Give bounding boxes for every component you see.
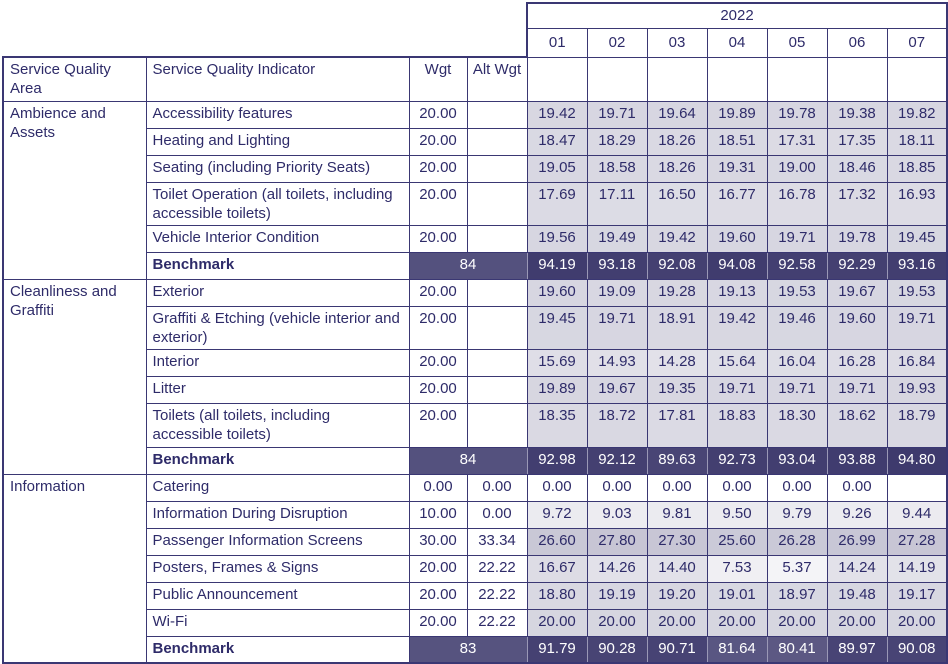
month-spacer-cell xyxy=(707,57,767,101)
header-spacer xyxy=(3,28,527,57)
value-cell: 27.28 xyxy=(887,528,947,555)
value-cell: 19.71 xyxy=(707,377,767,404)
value-cell: 0.00 xyxy=(527,474,587,501)
value-cell: 16.78 xyxy=(767,182,827,225)
wgt-cell: 20.00 xyxy=(409,306,467,349)
benchmark-value-cell: 92.08 xyxy=(647,252,707,279)
indicator-cell: Seating (including Priority Seats) xyxy=(146,155,409,182)
value-cell: 16.50 xyxy=(647,182,707,225)
value-cell: 17.35 xyxy=(827,128,887,155)
indicator-cell: Vehicle Interior Condition xyxy=(146,225,409,252)
indicator-cell: Accessibility features xyxy=(146,101,409,128)
month-spacer-cell xyxy=(887,57,947,101)
benchmark-value-cell: 92.29 xyxy=(827,252,887,279)
value-cell: 18.30 xyxy=(767,404,827,447)
section-area-cell: Information xyxy=(3,474,146,663)
benchmark-value-cell: 93.18 xyxy=(587,252,647,279)
year-header-cell: 2022 xyxy=(527,3,947,28)
value-cell: 18.26 xyxy=(647,128,707,155)
value-cell: 14.40 xyxy=(647,555,707,582)
wgt-cell: 20.00 xyxy=(409,279,467,306)
benchmark-label-cell: Benchmark xyxy=(146,447,409,474)
value-cell: 19.67 xyxy=(827,279,887,306)
col-header-wgt: Wgt xyxy=(409,57,467,101)
value-cell: 19.71 xyxy=(767,225,827,252)
month-header-cell: 01 xyxy=(527,28,587,57)
indicator-cell: Public Announcement xyxy=(146,582,409,609)
benchmark-weight-cell: 84 xyxy=(409,447,527,474)
value-cell: 18.35 xyxy=(527,404,587,447)
alt-wgt-cell xyxy=(467,128,527,155)
value-cell: 0.00 xyxy=(827,474,887,501)
value-cell: 19.67 xyxy=(587,377,647,404)
value-cell: 15.69 xyxy=(527,350,587,377)
value-cell: 16.04 xyxy=(767,350,827,377)
table-row xyxy=(3,101,947,128)
value-cell: 19.05 xyxy=(527,155,587,182)
month-spacer-cell xyxy=(827,57,887,101)
month-header-cell: 05 xyxy=(767,28,827,57)
wgt-cell: 20.00 xyxy=(409,128,467,155)
wgt-cell: 20.00 xyxy=(409,101,467,128)
benchmark-value-cell: 81.64 xyxy=(707,636,767,663)
value-cell: 26.28 xyxy=(767,528,827,555)
alt-wgt-cell xyxy=(467,155,527,182)
benchmark-value-cell: 90.71 xyxy=(647,636,707,663)
wgt-cell: 20.00 xyxy=(409,609,467,636)
col-header-area: Service Quality Area xyxy=(3,57,146,101)
value-cell: 19.71 xyxy=(587,306,647,349)
value-cell: 19.17 xyxy=(887,582,947,609)
value-cell: 17.69 xyxy=(527,182,587,225)
value-cell: 5.37 xyxy=(767,555,827,582)
value-cell: 19.48 xyxy=(827,582,887,609)
value-cell: 19.38 xyxy=(827,101,887,128)
value-cell: 16.28 xyxy=(827,350,887,377)
value-cell: 19.53 xyxy=(887,279,947,306)
benchmark-value-cell: 93.04 xyxy=(767,447,827,474)
alt-wgt-cell xyxy=(467,101,527,128)
value-cell: 14.24 xyxy=(827,555,887,582)
benchmark-value-cell: 90.08 xyxy=(887,636,947,663)
month-spacer-cell xyxy=(647,57,707,101)
value-cell: 19.78 xyxy=(827,225,887,252)
value-cell: 18.80 xyxy=(527,582,587,609)
value-cell: 9.79 xyxy=(767,501,827,528)
table-row xyxy=(3,3,947,28)
value-cell: 14.93 xyxy=(587,350,647,377)
value-cell: 19.93 xyxy=(887,377,947,404)
benchmark-weight-cell: 83 xyxy=(409,636,527,663)
value-cell: 18.85 xyxy=(887,155,947,182)
alt-wgt-cell xyxy=(467,404,527,447)
benchmark-value-cell: 94.19 xyxy=(527,252,587,279)
value-cell: 18.58 xyxy=(587,155,647,182)
value-cell: 19.89 xyxy=(527,377,587,404)
value-cell: 19.45 xyxy=(527,306,587,349)
wgt-cell: 20.00 xyxy=(409,182,467,225)
value-cell: 20.00 xyxy=(587,609,647,636)
alt-wgt-cell xyxy=(467,377,527,404)
table-row xyxy=(3,57,947,101)
value-cell: 9.81 xyxy=(647,501,707,528)
alt-wgt-cell: 0.00 xyxy=(467,501,527,528)
benchmark-value-cell: 92.73 xyxy=(707,447,767,474)
value-cell: 19.45 xyxy=(887,225,947,252)
section-area-cell: Ambience and Assets xyxy=(3,101,146,279)
value-cell: 14.19 xyxy=(887,555,947,582)
month-header-cell: 03 xyxy=(647,28,707,57)
indicator-cell: Posters, Frames & Signs xyxy=(146,555,409,582)
wgt-cell: 20.00 xyxy=(409,350,467,377)
col-header-alt-wgt: Alt Wgt xyxy=(467,57,527,101)
value-cell: 18.47 xyxy=(527,128,587,155)
benchmark-weight-cell: 84 xyxy=(409,252,527,279)
value-cell: 18.46 xyxy=(827,155,887,182)
value-cell: 19.71 xyxy=(827,377,887,404)
value-cell: 20.00 xyxy=(827,609,887,636)
benchmark-label-cell: Benchmark xyxy=(146,636,409,663)
value-cell: 0.00 xyxy=(587,474,647,501)
value-cell xyxy=(887,474,947,501)
value-cell: 18.83 xyxy=(707,404,767,447)
indicator-cell: Litter xyxy=(146,377,409,404)
value-cell: 18.91 xyxy=(647,306,707,349)
col-header-indicator: Service Quality Indicator xyxy=(146,57,409,101)
value-cell: 0.00 xyxy=(707,474,767,501)
value-cell: 17.11 xyxy=(587,182,647,225)
benchmark-value-cell: 80.41 xyxy=(767,636,827,663)
wgt-cell: 20.00 xyxy=(409,582,467,609)
value-cell: 19.71 xyxy=(767,377,827,404)
benchmark-value-cell: 92.98 xyxy=(527,447,587,474)
alt-wgt-cell: 22.22 xyxy=(467,555,527,582)
value-cell: 19.42 xyxy=(707,306,767,349)
value-cell: 19.49 xyxy=(587,225,647,252)
value-cell: 0.00 xyxy=(647,474,707,501)
benchmark-value-cell: 90.28 xyxy=(587,636,647,663)
wgt-cell: 0.00 xyxy=(409,474,467,501)
value-cell: 17.32 xyxy=(827,182,887,225)
value-cell: 14.26 xyxy=(587,555,647,582)
wgt-cell: 20.00 xyxy=(409,404,467,447)
value-cell: 0.00 xyxy=(767,474,827,501)
value-cell: 18.26 xyxy=(647,155,707,182)
value-cell: 19.89 xyxy=(707,101,767,128)
benchmark-value-cell: 91.79 xyxy=(527,636,587,663)
indicator-cell: Graffiti & Etching (vehicle interior and exterior) xyxy=(146,306,409,349)
value-cell: 20.00 xyxy=(647,609,707,636)
value-cell: 7.53 xyxy=(707,555,767,582)
value-cell: 19.01 xyxy=(707,582,767,609)
value-cell: 25.60 xyxy=(707,528,767,555)
value-cell: 19.35 xyxy=(647,377,707,404)
value-cell: 15.64 xyxy=(707,350,767,377)
value-cell: 16.93 xyxy=(887,182,947,225)
value-cell: 19.20 xyxy=(647,582,707,609)
wgt-cell: 20.00 xyxy=(409,155,467,182)
value-cell: 9.72 xyxy=(527,501,587,528)
table-row xyxy=(3,474,947,501)
indicator-cell: Toilets (all toilets, including accessible toilets) xyxy=(146,404,409,447)
value-cell: 14.28 xyxy=(647,350,707,377)
value-cell: 19.60 xyxy=(707,225,767,252)
month-spacer-cell xyxy=(767,57,827,101)
month-spacer-cell xyxy=(587,57,647,101)
alt-wgt-cell: 22.22 xyxy=(467,582,527,609)
value-cell: 9.50 xyxy=(707,501,767,528)
alt-wgt-cell: 22.22 xyxy=(467,609,527,636)
value-cell: 18.51 xyxy=(707,128,767,155)
value-cell: 19.60 xyxy=(527,279,587,306)
alt-wgt-cell: 33.34 xyxy=(467,528,527,555)
value-cell: 16.67 xyxy=(527,555,587,582)
value-cell: 18.79 xyxy=(887,404,947,447)
table-row xyxy=(3,28,947,57)
benchmark-label-cell: Benchmark xyxy=(146,252,409,279)
month-header-cell: 06 xyxy=(827,28,887,57)
indicator-cell: Heating and Lighting xyxy=(146,128,409,155)
value-cell: 26.99 xyxy=(827,528,887,555)
wgt-cell: 10.00 xyxy=(409,501,467,528)
header-spacer xyxy=(3,3,527,28)
value-cell: 20.00 xyxy=(527,609,587,636)
indicator-cell: Passenger Information Screens xyxy=(146,528,409,555)
table-row xyxy=(3,279,947,306)
indicator-cell: Exterior xyxy=(146,279,409,306)
benchmark-value-cell: 92.58 xyxy=(767,252,827,279)
value-cell: 9.44 xyxy=(887,501,947,528)
value-cell: 18.72 xyxy=(587,404,647,447)
month-header-cell: 04 xyxy=(707,28,767,57)
alt-wgt-cell xyxy=(467,350,527,377)
benchmark-value-cell: 93.88 xyxy=(827,447,887,474)
indicator-cell: Toilet Operation (all toilets, including accessible toilets) xyxy=(146,182,409,225)
indicator-cell: Interior xyxy=(146,350,409,377)
value-cell: 19.31 xyxy=(707,155,767,182)
month-header-cell: 07 xyxy=(887,28,947,57)
value-cell: 19.19 xyxy=(587,582,647,609)
value-cell: 16.84 xyxy=(887,350,947,377)
value-cell: 20.00 xyxy=(707,609,767,636)
value-cell: 18.97 xyxy=(767,582,827,609)
value-cell: 18.29 xyxy=(587,128,647,155)
benchmark-value-cell: 94.08 xyxy=(707,252,767,279)
service-quality-table xyxy=(2,2,948,664)
alt-wgt-cell xyxy=(467,182,527,225)
value-cell: 17.81 xyxy=(647,404,707,447)
section-area-cell: Cleanliness and Graffiti xyxy=(3,279,146,474)
benchmark-value-cell: 89.97 xyxy=(827,636,887,663)
value-cell: 16.77 xyxy=(707,182,767,225)
value-cell: 19.42 xyxy=(527,101,587,128)
benchmark-value-cell: 94.80 xyxy=(887,447,947,474)
alt-wgt-cell xyxy=(467,279,527,306)
value-cell: 19.13 xyxy=(707,279,767,306)
wgt-cell: 30.00 xyxy=(409,528,467,555)
value-cell: 19.00 xyxy=(767,155,827,182)
value-cell: 19.60 xyxy=(827,306,887,349)
value-cell: 17.31 xyxy=(767,128,827,155)
value-cell: 20.00 xyxy=(887,609,947,636)
table-body xyxy=(3,3,947,663)
value-cell: 19.64 xyxy=(647,101,707,128)
wgt-cell: 20.00 xyxy=(409,555,467,582)
value-cell: 19.82 xyxy=(887,101,947,128)
value-cell: 20.00 xyxy=(767,609,827,636)
value-cell: 19.53 xyxy=(767,279,827,306)
indicator-cell: Wi-Fi xyxy=(146,609,409,636)
alt-wgt-cell xyxy=(467,225,527,252)
indicator-cell: Catering xyxy=(146,474,409,501)
value-cell: 27.30 xyxy=(647,528,707,555)
value-cell: 9.03 xyxy=(587,501,647,528)
value-cell: 18.11 xyxy=(887,128,947,155)
benchmark-value-cell: 89.63 xyxy=(647,447,707,474)
month-header-cell: 02 xyxy=(587,28,647,57)
value-cell: 26.60 xyxy=(527,528,587,555)
value-cell: 19.71 xyxy=(887,306,947,349)
wgt-cell: 20.00 xyxy=(409,225,467,252)
wgt-cell: 20.00 xyxy=(409,377,467,404)
benchmark-value-cell: 92.12 xyxy=(587,447,647,474)
value-cell: 19.71 xyxy=(587,101,647,128)
value-cell: 18.62 xyxy=(827,404,887,447)
value-cell: 9.26 xyxy=(827,501,887,528)
month-spacer-cell xyxy=(527,57,587,101)
indicator-cell: Information During Disruption xyxy=(146,501,409,528)
alt-wgt-cell xyxy=(467,306,527,349)
value-cell: 19.42 xyxy=(647,225,707,252)
value-cell: 19.09 xyxy=(587,279,647,306)
value-cell: 19.28 xyxy=(647,279,707,306)
value-cell: 19.56 xyxy=(527,225,587,252)
value-cell: 27.80 xyxy=(587,528,647,555)
alt-wgt-cell: 0.00 xyxy=(467,474,527,501)
value-cell: 19.46 xyxy=(767,306,827,349)
benchmark-value-cell: 93.16 xyxy=(887,252,947,279)
value-cell: 19.78 xyxy=(767,101,827,128)
